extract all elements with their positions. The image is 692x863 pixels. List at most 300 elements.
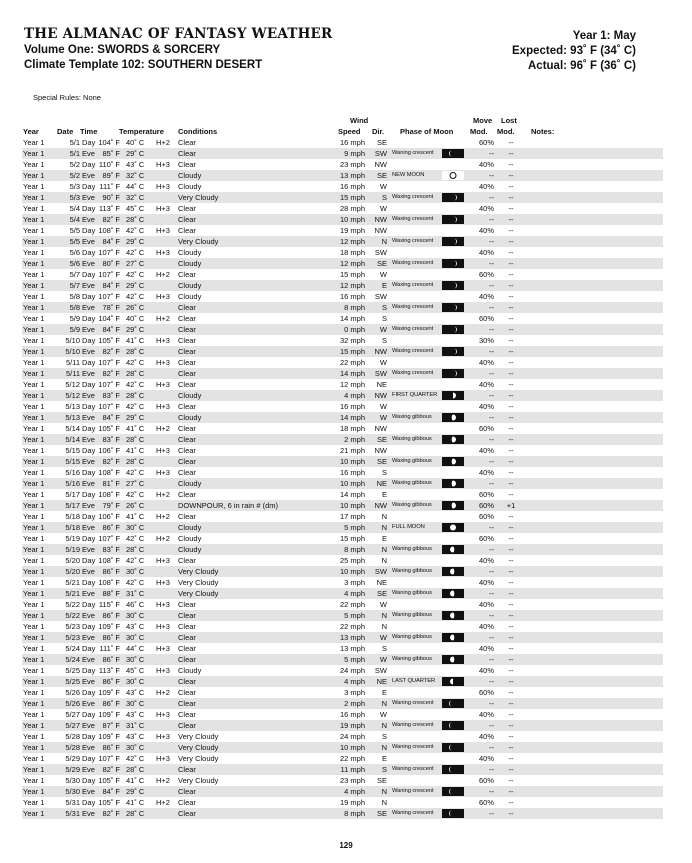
row-date: 5/3	[69, 193, 80, 202]
row-heat: H+2	[156, 798, 170, 807]
row-move-mod: --	[489, 413, 494, 422]
row-time: Eve	[82, 655, 95, 664]
row-date: 5/8	[69, 303, 80, 312]
row-wind-speed: 16 mph	[339, 468, 365, 477]
row-wind-speed: 24 mph	[339, 732, 365, 741]
row-lost-mod: --	[508, 358, 514, 367]
row-move-mod: 60%	[478, 688, 494, 697]
table-row	[22, 588, 663, 599]
row-lost-mod: --	[508, 523, 514, 532]
row-heat: H+2	[156, 270, 170, 279]
table-row	[22, 269, 663, 280]
row-year: Year 1	[23, 193, 45, 202]
row-temp-c: 41˚ C	[126, 776, 145, 785]
row-wind-dir: NW	[374, 226, 387, 235]
row-lost-mod: --	[508, 182, 514, 191]
table-row	[22, 170, 663, 181]
row-conditions: Clear	[178, 270, 196, 279]
row-time: Eve	[82, 721, 95, 730]
row-move-mod: --	[489, 435, 494, 444]
move-group-header: Move	[473, 116, 493, 125]
row-date: 5/1	[69, 138, 80, 147]
row-wind-dir: SW	[374, 292, 387, 301]
row-conditions: Clear	[178, 622, 196, 631]
row-wind-speed: 23 mph	[339, 776, 365, 785]
row-time: Eve	[82, 633, 95, 642]
row-wind-dir: SE	[376, 171, 387, 180]
waxing-crescent-icon	[442, 369, 464, 378]
row-lost-mod: --	[508, 666, 514, 675]
row-move-mod: --	[489, 369, 494, 378]
row-wind-dir: SE	[376, 259, 387, 268]
row-moon-phase: Waxing crescent	[392, 260, 434, 266]
row-temp-c: 40˚ C	[126, 138, 145, 147]
row-temp-c: 30˚ C	[126, 523, 145, 532]
row-date: 5/23	[65, 633, 80, 642]
row-moon-phase: Waxing crescent	[392, 370, 434, 376]
row-temp-c: 41˚ C	[126, 798, 145, 807]
row-lost-mod: --	[508, 336, 514, 345]
row-conditions: Clear	[178, 644, 196, 653]
table-row	[22, 566, 663, 577]
row-heat: H+2	[156, 534, 170, 543]
row-moon-phase: Waxing crescent	[392, 216, 434, 222]
row-conditions: Clear	[178, 677, 196, 686]
row-temp-f: 107˚ F	[98, 380, 120, 389]
row-heat: H+3	[156, 754, 170, 763]
row-move-mod: 40%	[478, 358, 494, 367]
table-row	[22, 742, 663, 753]
row-lost-mod: --	[508, 545, 514, 554]
row-wind-speed: 4 mph	[344, 589, 365, 598]
row-temp-f: 86˚ F	[102, 655, 120, 664]
row-wind-speed: 25 mph	[339, 556, 365, 565]
row-wind-speed: 10 mph	[339, 743, 365, 752]
row-wind-dir: NW	[374, 391, 387, 400]
row-temp-c: 46˚ C	[126, 600, 145, 609]
row-year: Year 1	[23, 303, 45, 312]
row-move-mod: --	[489, 193, 494, 202]
row-lost-mod: --	[508, 490, 514, 499]
row-temp-f: 107˚ F	[98, 534, 120, 543]
row-lost-mod: --	[508, 512, 514, 521]
row-conditions: Very Cloudy	[178, 589, 219, 598]
row-moon-phase: Waxing crescent	[392, 282, 434, 288]
row-temp-f: 108˚ F	[98, 578, 120, 587]
row-lost-mod: --	[508, 556, 514, 565]
row-heat: H+3	[156, 226, 170, 235]
table-row	[22, 203, 663, 214]
row-lost-mod: --	[508, 479, 514, 488]
row-wind-speed: 22 mph	[339, 622, 365, 631]
row-temp-c: 44˚ C	[126, 182, 145, 191]
row-date: 5/7	[69, 281, 80, 290]
row-temp-c: 43˚ C	[126, 622, 145, 631]
row-date: 5/29	[65, 754, 80, 763]
waning-crescent-icon	[442, 743, 464, 752]
row-move-mod: --	[489, 347, 494, 356]
row-move-mod: 40%	[478, 600, 494, 609]
row-year: Year 1	[23, 798, 45, 807]
row-lost-mod: --	[508, 798, 514, 807]
row-move-mod: --	[489, 391, 494, 400]
row-temp-c: 45˚ C	[126, 204, 145, 213]
row-moon-phase: Waxing gibbous	[392, 436, 432, 442]
row-wind-dir: N	[381, 556, 387, 565]
row-temp-f: 109˚ F	[98, 732, 120, 741]
row-conditions: Cloudy	[178, 391, 202, 400]
expected-temp: Expected: 93˚ F (34˚ C)	[512, 45, 636, 57]
row-lost-mod: --	[508, 776, 514, 785]
row-date: 5/23	[65, 622, 80, 631]
row-move-mod: --	[489, 677, 494, 686]
row-heat: H+3	[156, 358, 170, 367]
row-temp-c: 30˚ C	[126, 655, 145, 664]
row-wind-dir: NW	[374, 501, 387, 510]
table-row	[22, 797, 663, 808]
row-conditions: Clear	[178, 655, 196, 664]
row-temp-c: 28˚ C	[126, 347, 145, 356]
row-temp-c: 28˚ C	[126, 809, 145, 818]
row-lost-mod: --	[508, 688, 514, 697]
row-date: 5/15	[65, 457, 80, 466]
row-wind-dir: S	[381, 644, 387, 653]
row-date: 5/20	[65, 567, 80, 576]
row-time: Eve	[82, 457, 95, 466]
row-wind-speed: 19 mph	[339, 798, 365, 807]
row-conditions: Very Cloudy	[178, 732, 219, 741]
col-conditions: Conditions	[178, 127, 218, 136]
row-year: Year 1	[23, 259, 45, 268]
row-temp-f: 105˚ F	[98, 424, 120, 433]
row-temp-f: 110˚ F	[98, 160, 120, 169]
row-temp-c: 42˚ C	[126, 556, 145, 565]
row-date: 5/5	[69, 237, 80, 246]
row-temp-f: 108˚ F	[98, 468, 120, 477]
row-temp-c: 45˚ C	[126, 666, 145, 675]
row-wind-speed: 12 mph	[339, 237, 365, 246]
row-date: 5/4	[69, 204, 80, 213]
row-temp-f: 80˚ F	[102, 259, 120, 268]
month-summary	[512, 29, 636, 74]
table-row	[22, 137, 663, 148]
row-date: 5/28	[65, 732, 80, 741]
row-wind-speed: 22 mph	[339, 358, 365, 367]
row-year: Year 1	[23, 402, 45, 411]
table-row	[22, 357, 663, 368]
row-time: Eve	[82, 545, 95, 554]
row-lost-mod: --	[508, 380, 514, 389]
row-time: Eve	[82, 501, 95, 510]
table-row	[22, 225, 663, 236]
row-lost-mod: --	[508, 435, 514, 444]
row-time: Day	[82, 534, 96, 543]
row-lost-mod: --	[508, 325, 514, 334]
row-wind-speed: 10 mph	[339, 501, 365, 510]
row-move-mod: 40%	[478, 446, 494, 455]
row-wind-dir: N	[381, 237, 387, 246]
row-wind-speed: 16 mph	[339, 292, 365, 301]
row-conditions: Clear	[178, 710, 196, 719]
waxing-crescent-icon	[442, 259, 464, 268]
row-year: Year 1	[23, 270, 45, 279]
row-temp-f: 104˚ F	[98, 314, 120, 323]
row-year: Year 1	[23, 754, 45, 763]
row-temp-c: 41˚ C	[126, 336, 145, 345]
row-wind-dir: NW	[374, 446, 387, 455]
row-lost-mod: --	[508, 809, 514, 818]
row-move-mod: 40%	[478, 710, 494, 719]
row-conditions: Cloudy	[178, 292, 202, 301]
row-conditions: Clear	[178, 787, 196, 796]
row-temp-c: 28˚ C	[126, 369, 145, 378]
row-temp-f: 85˚ F	[102, 149, 120, 158]
row-move-mod: --	[489, 171, 494, 180]
row-conditions: Clear	[178, 765, 196, 774]
row-moon-phase: Waning gibbous	[392, 546, 432, 552]
row-wind-dir: SE	[376, 457, 387, 466]
row-move-mod: --	[489, 545, 494, 554]
table-row	[22, 313, 663, 324]
row-heat: H+2	[156, 776, 170, 785]
table-row	[22, 258, 663, 269]
year-month: Year 1: May	[572, 30, 636, 42]
row-temp-c: 30˚ C	[126, 633, 145, 642]
row-lost-mod: +1	[506, 501, 516, 510]
waning-gibbous-icon	[442, 545, 464, 554]
row-wind-dir: N	[381, 787, 387, 796]
row-lost-mod: --	[508, 567, 514, 576]
row-heat: H+3	[156, 666, 170, 675]
row-time: Day	[82, 160, 96, 169]
row-temp-c: 30˚ C	[126, 699, 145, 708]
row-temp-f: 86˚ F	[102, 523, 120, 532]
row-date: 5/20	[65, 556, 80, 565]
row-time: Day	[82, 358, 96, 367]
row-move-mod: 30%	[478, 336, 494, 345]
row-year: Year 1	[23, 149, 45, 158]
row-move-mod: 40%	[478, 248, 494, 257]
row-year: Year 1	[23, 490, 45, 499]
row-date: 5/3	[69, 182, 80, 191]
row-time: Day	[82, 248, 96, 257]
row-date: 5/29	[65, 765, 80, 774]
row-moon-phase: Waning crescent	[392, 788, 434, 794]
row-temp-c: 42˚ C	[126, 468, 145, 477]
row-move-mod: 60%	[478, 512, 494, 521]
row-temp-c: 31˚ C	[126, 721, 145, 730]
waning-crescent-icon	[442, 721, 464, 730]
row-conditions: Clear	[178, 457, 196, 466]
row-date: 5/30	[65, 787, 80, 796]
lost-group-header: Lost	[501, 116, 517, 125]
row-temp-f: 83˚ F	[102, 391, 120, 400]
row-year: Year 1	[23, 215, 45, 224]
row-temp-f: 86˚ F	[102, 743, 120, 752]
row-temp-c: 43˚ C	[126, 688, 145, 697]
row-temp-f: 109˚ F	[98, 710, 120, 719]
row-wind-speed: 32 mph	[339, 336, 365, 345]
row-wind-dir: NE	[376, 380, 387, 389]
row-date: 5/24	[65, 644, 80, 653]
row-heat: H+3	[156, 622, 170, 631]
row-year: Year 1	[23, 809, 45, 818]
waxing-crescent-icon	[442, 303, 464, 312]
row-wind-dir: W	[379, 204, 387, 213]
table-row	[22, 610, 663, 621]
row-time: Eve	[82, 237, 95, 246]
row-time: Eve	[82, 347, 95, 356]
row-lost-mod: --	[508, 633, 514, 642]
row-moon-phase: Waxing crescent	[392, 348, 434, 354]
row-move-mod: 40%	[478, 468, 494, 477]
row-date: 5/26	[65, 699, 80, 708]
row-lost-mod: --	[508, 292, 514, 301]
row-move-mod: 60%	[478, 270, 494, 279]
row-move-mod: 60%	[478, 501, 494, 510]
row-wind-speed: 4 mph	[344, 391, 365, 400]
row-date: 5/22	[65, 600, 80, 609]
row-wind-speed: 5 mph	[344, 611, 365, 620]
row-time: Day	[82, 468, 96, 477]
row-date: 5/9	[69, 325, 80, 334]
row-temp-f: 115˚ F	[98, 600, 120, 609]
row-moon-phase: Waxing gibbous	[392, 414, 432, 420]
row-date: 5/21	[65, 589, 80, 598]
row-move-mod: --	[489, 281, 494, 290]
row-temp-c: 43˚ C	[126, 160, 145, 169]
row-date: 5/24	[65, 655, 80, 664]
col-speed: Speed	[338, 127, 361, 136]
row-wind-dir: W	[379, 655, 387, 664]
row-temp-c: 27˚ C	[126, 259, 145, 268]
row-wind-speed: 22 mph	[339, 754, 365, 763]
full-moon-icon	[442, 523, 464, 532]
row-time: Eve	[82, 611, 95, 620]
row-lost-mod: --	[508, 138, 514, 147]
row-year: Year 1	[23, 534, 45, 543]
row-wind-dir: SE	[376, 589, 387, 598]
table-row	[22, 808, 663, 819]
row-wind-speed: 19 mph	[339, 226, 365, 235]
row-conditions: Cloudy	[178, 523, 202, 532]
waning-gibbous-icon	[442, 611, 464, 620]
row-heat: H+2	[156, 138, 170, 147]
waning-crescent-icon	[442, 149, 464, 158]
row-move-mod: --	[489, 765, 494, 774]
row-moon-phase: Waning crescent	[392, 722, 434, 728]
row-move-mod: 60%	[478, 424, 494, 433]
row-wind-dir: S	[381, 193, 387, 202]
row-lost-mod: --	[508, 149, 514, 158]
row-date: 5/6	[69, 259, 80, 268]
row-moon-phase: Waning gibbous	[392, 568, 432, 574]
row-lost-mod: --	[508, 402, 514, 411]
row-temp-f: 84˚ F	[102, 413, 120, 422]
waxing-crescent-icon	[442, 325, 464, 334]
row-temp-c: 26˚ C	[126, 303, 145, 312]
row-temp-f: 84˚ F	[102, 281, 120, 290]
row-temp-c: 42˚ C	[126, 380, 145, 389]
row-lost-mod: --	[508, 215, 514, 224]
row-year: Year 1	[23, 182, 45, 191]
row-heat: H+3	[156, 402, 170, 411]
row-time: Eve	[82, 325, 95, 334]
row-time: Day	[82, 688, 96, 697]
table-row	[22, 302, 663, 313]
row-moon-phase: Waning gibbous	[392, 590, 432, 596]
col-temperature: Temperature	[119, 127, 164, 136]
row-temp-c: 27˚ C	[126, 479, 145, 488]
row-date: 5/16	[65, 468, 80, 477]
row-lost-mod: --	[508, 281, 514, 290]
row-temp-f: 105˚ F	[98, 776, 120, 785]
table-row	[22, 335, 663, 346]
row-temp-f: 107˚ F	[98, 292, 120, 301]
row-temp-f: 108˚ F	[98, 490, 120, 499]
row-temp-f: 109˚ F	[98, 622, 120, 631]
row-date: 5/13	[65, 413, 80, 422]
row-time: Day	[82, 710, 96, 719]
row-moon-phase: FULL MOON	[392, 524, 425, 530]
row-time: Day	[82, 204, 96, 213]
row-time: Day	[82, 644, 96, 653]
table-row	[22, 324, 663, 335]
row-temp-f: 107˚ F	[98, 358, 120, 367]
row-time: Day	[82, 226, 96, 235]
row-temp-f: 84˚ F	[102, 787, 120, 796]
row-wind-dir: W	[379, 633, 387, 642]
row-lost-mod: --	[508, 743, 514, 752]
row-conditions: Clear	[178, 490, 196, 499]
table-row	[22, 434, 663, 445]
row-lost-mod: --	[508, 369, 514, 378]
row-year: Year 1	[23, 457, 45, 466]
row-move-mod: 40%	[478, 204, 494, 213]
row-wind-dir: NE	[376, 479, 387, 488]
row-time: Eve	[82, 787, 95, 796]
waxing-crescent-icon	[442, 347, 464, 356]
row-conditions: Cloudy	[178, 413, 202, 422]
row-move-mod: 40%	[478, 292, 494, 301]
row-wind-dir: E	[381, 534, 387, 543]
row-temp-c: 40˚ C	[126, 314, 145, 323]
waxing-gibbous-icon	[442, 435, 464, 444]
row-temp-c: 29˚ C	[126, 787, 145, 796]
row-moon-phase: Waning crescent	[392, 810, 434, 816]
row-move-mod: 60%	[478, 138, 494, 147]
row-year: Year 1	[23, 600, 45, 609]
row-temp-f: 105˚ F	[98, 798, 120, 807]
row-wind-dir: NW	[374, 160, 387, 169]
row-conditions: Clear	[178, 633, 196, 642]
row-temp-c: 28˚ C	[126, 215, 145, 224]
row-temp-c: 28˚ C	[126, 545, 145, 554]
row-wind-dir: S	[381, 336, 387, 345]
row-temp-c: 30˚ C	[126, 677, 145, 686]
row-time: Eve	[82, 479, 95, 488]
row-time: Eve	[82, 523, 95, 532]
col-year: Year	[23, 127, 39, 136]
row-temp-c: 28˚ C	[126, 765, 145, 774]
row-time: Eve	[82, 435, 95, 444]
row-date: 5/10	[65, 336, 80, 345]
row-lost-mod: --	[508, 732, 514, 741]
waxing-crescent-icon	[442, 193, 464, 202]
row-temp-f: 78˚ F	[102, 303, 120, 312]
row-lost-mod: --	[508, 303, 514, 312]
row-year: Year 1	[23, 226, 45, 235]
